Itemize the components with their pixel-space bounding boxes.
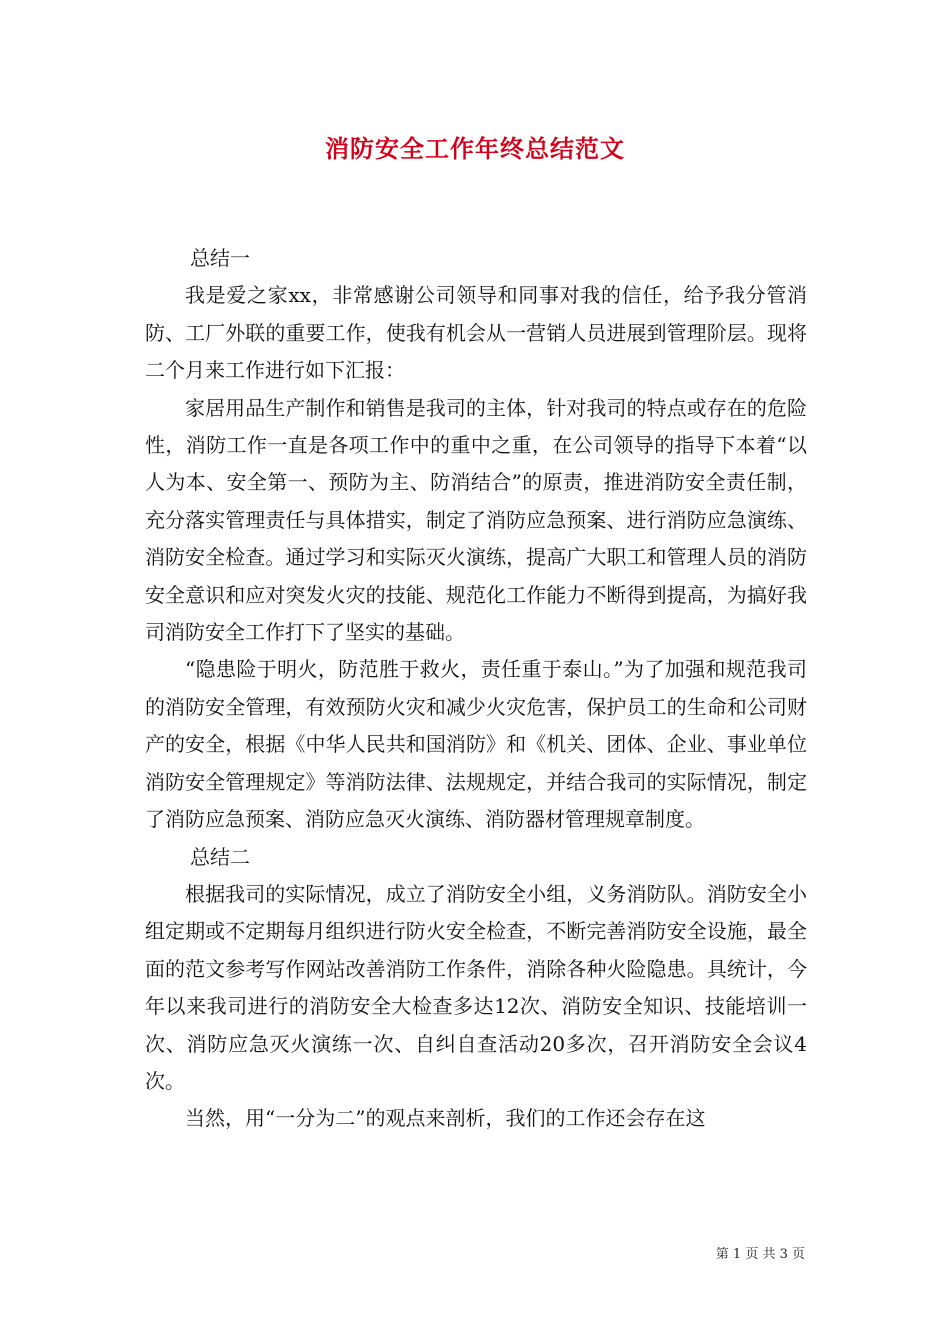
document-body [145,240,807,1138]
page-number-footer: 第 1 页 共 3 页 [715,1247,805,1262]
section-heading-2: 总结二 [190,844,250,869]
paragraph-4: 根据我司的实际情况，成立了消防安全小组，义务消防队。消防安全小组定期或不定期每月组织进行防火安全检查，不断完善消防安全设施，最全面的范文参考写作网站改善消防工作条件，消除各种火险隐患。具统计，今年以来我司进行的消防安全大检查多达12次、消防安全知识、技能培训一次、消防应急灭火演练一次、自纠自查活动20多次，召开消防安全会议4次。 [145,881,807,1093]
document-title: 消防安全工作年终总结范文 [325,134,625,163]
section-heading-1: 总结一 [190,246,250,270]
paragraph-3: “隐患险于明火，防范胜于救火，责任重于泰山。”为了加强和规范我司的消防安全管理，有效预防火灾和减少火灾危害，保护员工的生命和公司财产的安全，根据《中华人民共和国消防》和《机关、团体、企业、事业单位消防安全管理规定》等消防法律、法规规定，并结合我司的实际情况，制定了消防应急预案、消防应急灭火演练、消防器材管理规章制度。 [145,657,807,832]
paragraph-2: 家居用品生产制作和销售是我司的主体，针对我司的特点或存在的危险性，消防工作一直是各项工作中的重中之重，在公司领导的指导下本着“以人为本、安全第一、预防为主、防消结合”的原责，推进消防安全责任制，充分落实管理责任与具体措实，制定了消防应急预案、进行消防应急演练、消防安全检查。通过学习和实际灭火演练，提高广大职工和管理人员的消防安全意识和应对突发火灾的技能、规范化工作能力不断得到提高，为搞好我司消防安全工作打下了坚实的基础。 [145,395,807,645]
paragraph-5: 当然，用“一分为二”的观点来剖析，我们的工作还会存在这 [185,1106,706,1131]
paragraph-1: 我是爱之家xx，非常感谢公司领导和同事对我的信任，给予我分管消防、工厂外联的重要工作，使我有机会从一营销人员进展到管理阶层。现将二个月来工作进行如下汇报： [145,283,807,383]
